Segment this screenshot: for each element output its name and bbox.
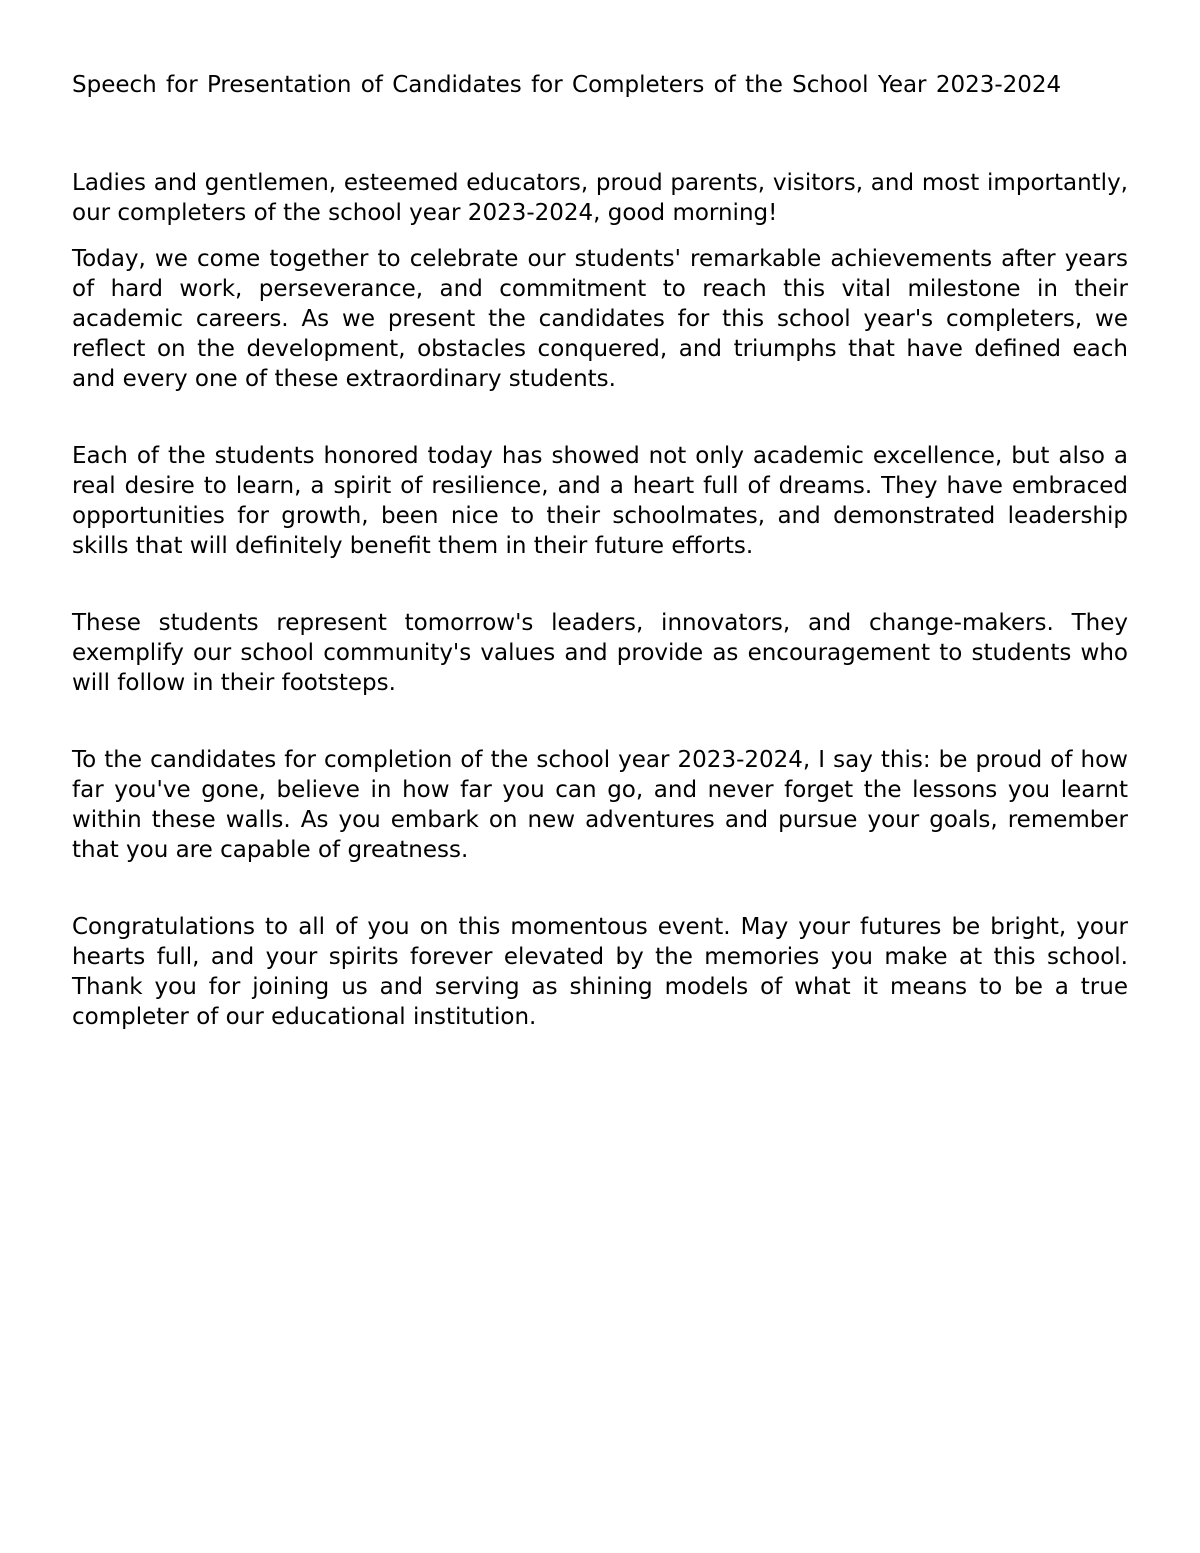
paragraph-honorees: Each of the students honored today has showed not only academic excellence, but also a real desire to learn, a spirit of resilience, and a heart full of dreams. They have embraced opportunities for growth, been nice to their schoolmates, and demonstrated leadership skills that will definitely benefit them in their future efforts. <box>72 443 1128 559</box>
paragraph-congratulations: Congratulations to all of you on this momentous event. May your futures be bright, your hearts full, and your spirits forever elevated by the memories you make at this school. Thank you for joining us and serving as shining models of what it means to be a true completer of our educational institution. <box>72 914 1128 1030</box>
paragraph-leaders: These students represent tomorrow's leaders, innovators, and change-makers. They exemplify our school community's values and provide as encouragement to students who will follow in their footsteps. <box>72 610 1128 696</box>
paragraph-advice: To the candidates for completion of the school year 2023-2024, I say this: be proud of how far you've gone, believe in how far you can go, and never forget the lessons you learnt within these walls. As you embark on new adventures and pursue your goals, remember that you are capable of greatness. <box>72 747 1128 863</box>
document-title: Speech for Presentation of Candidates for Completers of the School Year 2023-2024 <box>72 72 1062 98</box>
paragraph-greeting: Ladies and gentlemen, esteemed educators, proud parents, visitors, and most importantly, our completers of the school year 2023-2024, good morning! <box>72 170 1128 226</box>
document-page <box>72 70 1128 1032</box>
paragraph-celebration: Today, we come together to celebrate our students' remarkable achievements after years of hard work, perseverance, and commitment to reach this vital milestone in their academic careers. As we present the candidates for this school year's completers, we reflect on the development, obstacles conquered, and triumphs that have defined each and every one of these extraordinary students. <box>72 246 1128 392</box>
